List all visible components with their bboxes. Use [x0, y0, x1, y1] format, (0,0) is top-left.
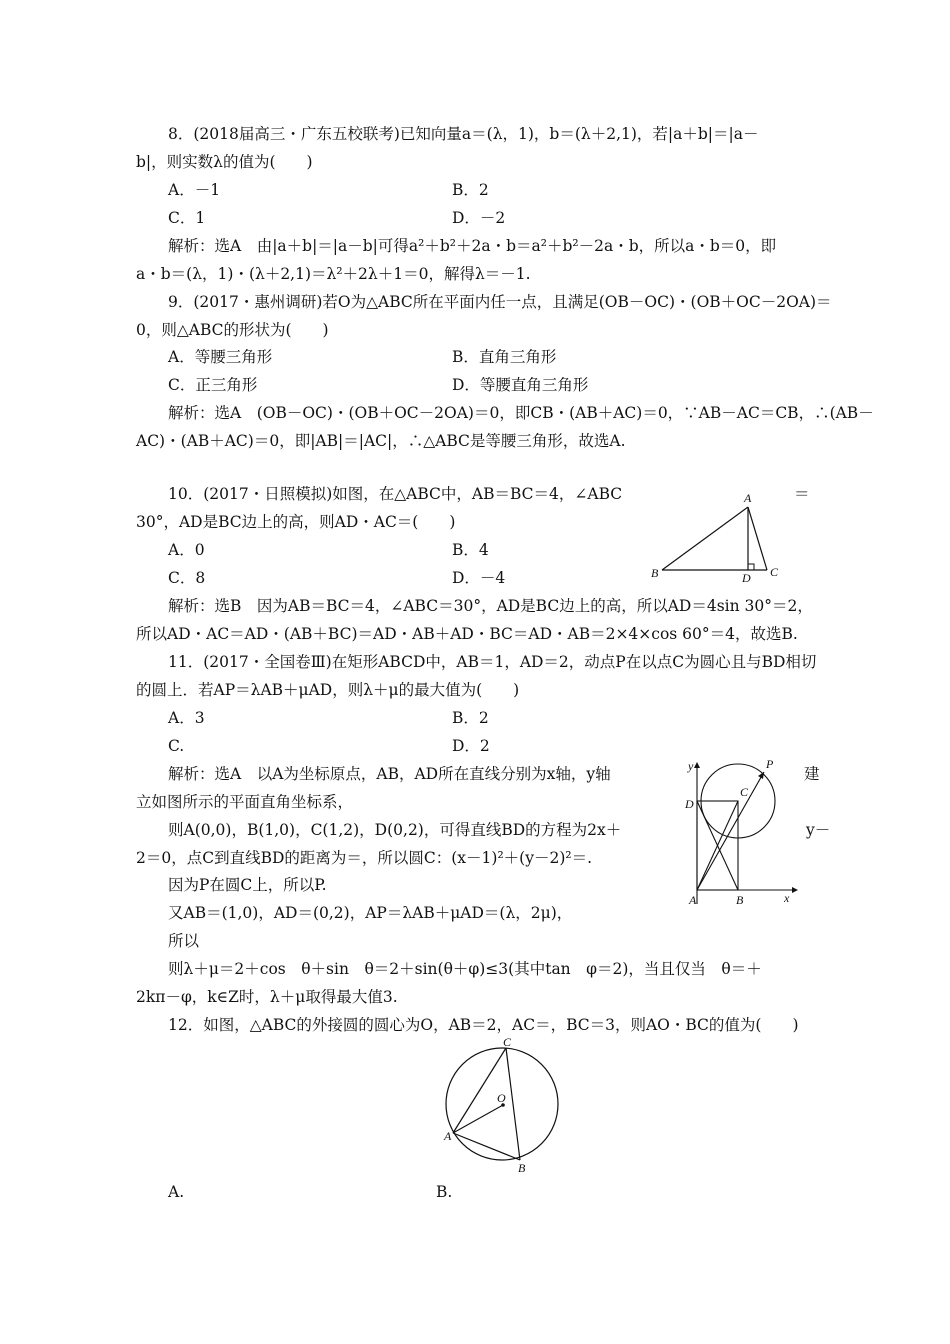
q12-label-b: B — [518, 1161, 526, 1175]
q8-option-b: B．2 — [452, 181, 489, 199]
q8-stem-line2: b|，则实数λ的值为( ) — [136, 153, 313, 171]
q11-label-a: A — [689, 893, 697, 907]
q11-solution-line4: 2＝0，点C到直线BD的距离为＝，所以圆C：(x－1)²＋(y－2)²＝. — [136, 849, 593, 867]
q11-solution-line9: 2kπ－φ，k∈Z时，λ＋μ取得最大值3. — [136, 988, 398, 1006]
q9-option-d: D．等腰直角三角形 — [452, 376, 589, 394]
q10-label-c: C — [770, 565, 779, 579]
q12-option-a: A. — [168, 1183, 185, 1201]
q11-stem-line2: 的圆上．若AP＝λAB＋μAD，则λ＋μ的最大值为( ) — [136, 681, 520, 699]
q8-stem-line1: 8．(2018届高三・广东五校联考)已知向量a＝(λ，1)，b＝(λ＋2,1)，若|a＋b|＝|a－ — [168, 125, 759, 143]
q10-label-d: D — [742, 571, 751, 582]
q9-solution-line1: 解析：选A (OB－OC)・(OB＋OC－2OA)＝0，即CB・(AB＋AC)＝0，∵AB－AC＝CB，∴(AB－ — [168, 404, 874, 422]
q12-circumcircle-figure — [438, 1036, 568, 1176]
q10-option-c: C．8 — [168, 569, 206, 587]
q9-option-a: A．等腰三角形 — [168, 348, 273, 366]
q10-label-b: B — [651, 566, 659, 580]
q10-triangle-figure — [645, 490, 785, 582]
q12-label-a: A — [444, 1129, 452, 1143]
q11-label-x: x — [784, 891, 790, 905]
q11-label-p: P — [766, 757, 774, 771]
q11-option-a: A．3 — [168, 709, 205, 727]
q9-stem-line2: 0，则△ABC的形状为( ) — [136, 321, 329, 339]
q10-stem-line2: 30°，AD是BC边上的高，则AD・AC＝( ) — [136, 513, 456, 531]
q12-option-b: B. — [436, 1183, 453, 1201]
q9-option-c: C．正三角形 — [168, 376, 258, 394]
q11-coordinate-figure — [680, 756, 800, 908]
q11-stem-line1: 11．(2017・全国卷Ⅲ)在矩形ABCD中，AB＝1，AD＝2，动点P在以点C为圆心且与BD相切 — [168, 653, 817, 671]
q10-option-b: B．4 — [452, 541, 489, 559]
q11-option-c: C. — [168, 737, 185, 755]
q8-option-a: A．－1 — [168, 181, 221, 199]
q8-option-c: C．1 — [168, 209, 206, 227]
q12-label-o: O — [497, 1091, 506, 1105]
q10-stem-line1: 10．(2017・日照模拟)如图，在△ABC中，AB＝BC＝4，∠ABC — [168, 485, 623, 503]
q8-option-d: D．－2 — [452, 209, 506, 227]
q11-solution-line3: 则A(0,0)，B(1,0)，C(1,2)，D(0,2)，可得直线BD的方程为2x＋ — [168, 821, 622, 839]
q11-solution-line3-tail: y－ — [806, 821, 831, 839]
q10-label-a: A — [744, 491, 752, 505]
q11-solution-line5: 因为P在圆C上，所以P. — [168, 876, 327, 894]
q10-stem-line1-tail: ＝ — [794, 485, 810, 503]
q11-solution-line1-tail: 建 — [804, 765, 820, 783]
q10-solution-line2: 所以AD・AC＝AD・(AB＋BC)＝AD・AB＋AD・BC＝AD・AB＝2×4×cos 60°＝4，故选B. — [136, 625, 798, 643]
q11-solution-line1: 解析：选A 以A为坐标原点，AB，AD所在直线分别为x轴，y轴 — [168, 765, 611, 783]
q10-option-d: D．－4 — [452, 569, 506, 587]
q10-option-a: A．0 — [168, 541, 205, 559]
q11-label-d: D — [685, 797, 694, 811]
q10-solution-line1: 解析：选B 因为AB＝BC＝4，∠ABC＝30°，AD是BC边上的高，所以AD＝4sin 30°＝2， — [168, 597, 813, 615]
q11-solution-line2: 立如图所示的平面直角坐标系， — [136, 793, 354, 811]
q9-stem-line1: 9．(2017・惠州调研)若O为△ABC所在平面内任一点，且满足(OB－OC)・(OB＋OC－2OA)＝ — [168, 293, 832, 311]
q8-solution-line1: 解析：选A 由|a＋b|＝|a－b|可得a²＋b²＋2a・b＝a²＋b²－2a・b，所以a・b＝0，即 — [168, 237, 777, 255]
q9-solution-line2: AC)・(AB＋AC)＝0，即|AB|＝|AC|，∴△ABC是等腰三角形，故选A. — [136, 432, 626, 450]
q12-stem-line1: 12．如图，△ABC的外接圆的圆心为O，AB＝2，AC＝，BC＝3，则AO・BC的值为( ) — [168, 1016, 799, 1034]
q9-option-b: B．直角三角形 — [452, 348, 557, 366]
q11-label-b: B — [736, 893, 744, 907]
q8-solution-line2: a・b＝(λ，1)・(λ＋2,1)＝λ²＋2λ＋1＝0，解得λ＝－1. — [136, 265, 531, 283]
q11-solution-line7: 所以 — [168, 932, 200, 950]
q11-solution-line8: 则λ＋μ＝2＋cos θ＋sin θ＝2＋sin(θ＋φ)≤3(其中tan φ＝2)，当且仅当 θ＝＋ — [168, 960, 762, 978]
q12-label-c: C — [503, 1036, 512, 1049]
q11-label-y: y — [688, 759, 694, 773]
q11-option-d: D．2 — [452, 737, 490, 755]
q11-label-c: C — [740, 785, 749, 799]
q11-solution-line6: 又AB＝(1,0)，AD＝(0,2)，AP＝λAB＋μAD＝(λ，2μ)， — [168, 904, 573, 922]
q11-option-b: B．2 — [452, 709, 489, 727]
